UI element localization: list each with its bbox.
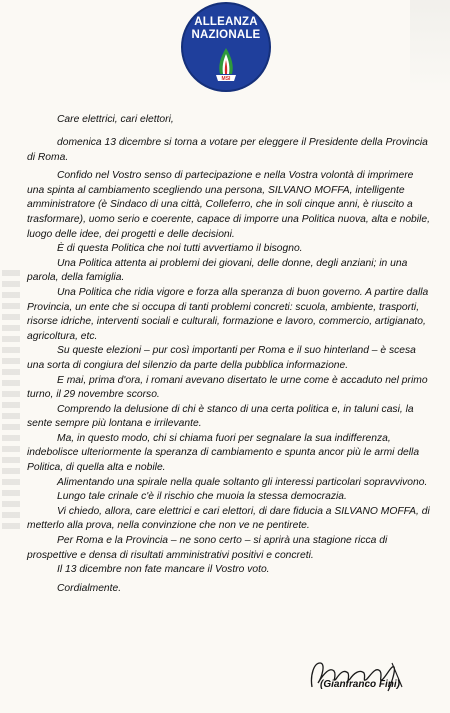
- signer-name: (Gianfranco Fini): [320, 679, 400, 690]
- party-logo: [181, 2, 271, 92]
- logo-line2: NAZIONALE: [191, 29, 261, 41]
- closing: Cordialmente.: [57, 582, 122, 594]
- paragraph: Alimentando una spirale nella quale soltanto gli interessi particolari sopravvivono.: [57, 476, 428, 488]
- paragraph: Lungo tale crinale c'è il rischio che muoia la stessa democrazia.: [57, 491, 347, 503]
- logo-line1: ALLEANZA: [194, 16, 258, 28]
- paragraph: domenica 13 dicembre si torna a votare per eleggere il Presidente della Provincia di Roma.: [27, 137, 428, 163]
- letter-greeting: Care elettrici, cari elettori,: [57, 114, 174, 125]
- paragraph: Vi chiedo, allora, care elettrici e cari elettori, di dare fiducia a SILVANO MOFFA, di metterlo alla prova, nella convinzione che non ve ne pentirete.: [27, 505, 430, 532]
- tricolor-flame-icon: [205, 44, 247, 86]
- paragraph: Su queste elezioni – pur così importanti per Roma e il suo hinterland – è scesa una sorta di congiura del silenzio da parte della pubblica informazione.: [27, 345, 416, 371]
- paragraph: E mai, prima d'ora, i romani avevano disertato le urne come è accaduto nel primo turno, il 29 novembre scorso.: [27, 374, 428, 401]
- paragraph: Ma, in questo modo, chi si chiama fuori per segnalare la sua indifferenza, indebolisce ulteriormente la speranza di cambiamento e spunta ancor più le armi della Politica, di quella alta e nobile.: [27, 432, 420, 474]
- logo-circle: [181, 2, 271, 92]
- background-bleed-left: [2, 270, 20, 530]
- paragraph: Per Roma e la Provincia – ne sono certo – si aprirà una stagione ricca di prospettive e densa di risultati amministrativi positivi e concreti.: [27, 535, 388, 561]
- paragraph: Confido nel Vostro senso di partecipazione e nella Vostra volontà di imprimere una spinta al cambiamento scegliendo una persona, SILVANO MOFFA, intelligente amministratore (è Sindaco di una città, Colleferro, che in soli cinque anni, è riuscito a trasformare), uomo serio e coerente, capace di imporre una Politica nuova, alta e nobile, luogo delle idee, dei progetti e delle decisioni.: [27, 170, 430, 240]
- svg-text:MSI: MSI: [221, 76, 231, 82]
- letter-body: [27, 136, 433, 596]
- paragraph: Una Politica attenta ai problemi dei giovani, delle donne, degli anziani; in una parola, della famiglia.: [27, 257, 408, 284]
- paragraph: Il 13 dicembre non fate mancare il Vostro voto.: [57, 564, 270, 576]
- background-bleed: [410, 0, 450, 90]
- paragraph: Comprendo la delusione di chi è stanco di una certa politica e, in taluni casi, la sente sempre più lontana e irrilevante.: [27, 403, 414, 430]
- paragraph: Una Politica che ridia vigore e forza alla speranza di buon governo. A partire dalla Provincia, un ente che si occupa di tanti problemi concreti: scuola, ambiente, trasporti, risorse idriche, interventi sociali e culturali, formazione e lavoro, commercio, artigianato, agricoltura, etc.: [27, 286, 429, 342]
- paragraph: È di questa Politica che noi tutti avvertiamo il bisogno.: [57, 243, 303, 255]
